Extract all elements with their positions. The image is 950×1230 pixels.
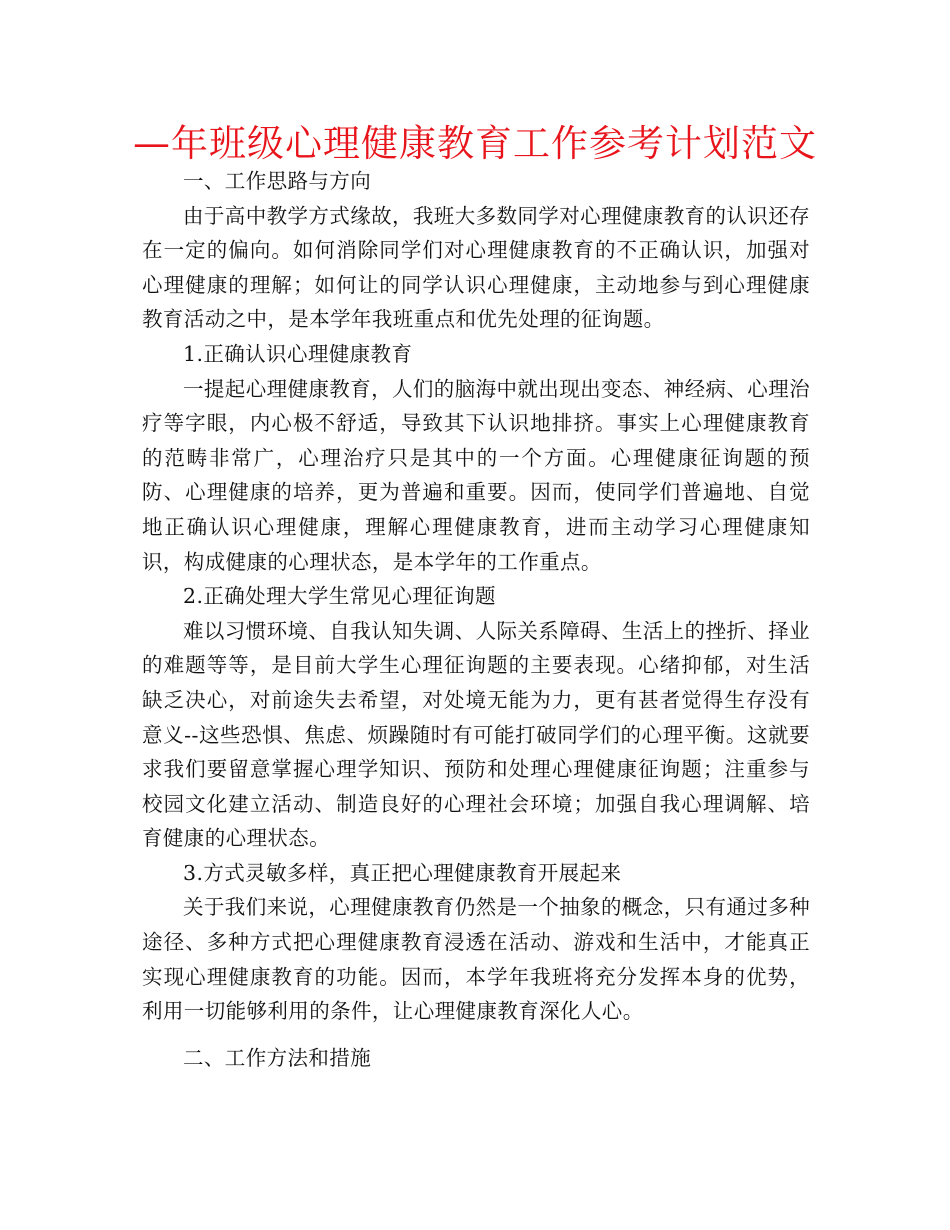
- document-body: [142, 164, 810, 1075]
- paragraph-1: 一提起心理健康教育，人们的脑海中就出现出变态、神经病、心理治疗等字眼，内心极不舒适，导致其下认识地排挤。事实上心理健康教育的范畴非常广，心理治疗只是其中的一个方面。心理健康征询题的预防、心理健康的培养，更为普遍和重要。因而，使同学们普遍地、自觉地正确认识心理健康，理解心理健康教育，进而主动学习心理健康知识，构成健康的心理状态，是本学年的工作重点。: [142, 376, 810, 574]
- paragraph-3: 关于我们来说，心理健康教育仍然是一个抽象的概念，只有通过多种途径、多种方式把心理健康教育浸透在活动、游戏和生活中，才能真正实现心理健康教育的功能。因而，本学年我班将充分发挥本身的优势，利用一切能够利用的条件，让心理健康教育深化人心。: [142, 895, 810, 1024]
- subheading-2: 2.正确处理大学生常见心理征询题: [183, 584, 496, 609]
- subheading-1: 1.正确认识心理健康教育: [183, 341, 413, 366]
- paragraph-intro: 由于高中教学方式缘故，我班大多数同学对心理健康教育的认识还存在一定的偏向。如何消除同学们对心理健康教育的不正确认识，加强对心理健康的理解；如何让的同学认识心理健康，主动地参与到心理健康教育活动之中，是本学年我班重点和优先处理的征询题。: [142, 203, 810, 332]
- paragraph-2: 难以习惯环境、自我认知失调、人际关系障碍、生活上的挫折、择业的难题等等，是目前大学生心理征询题的主要表现。心绪抑郁，对生活缺乏决心，对前途失去希望，对处境无能为力，更有甚者觉得生存没有意义--这些恐惧、焦虑、烦躁随时有可能打破同学们的心理平衡。这就要求我们要留意掌握心理学知识、预防和处理心理健康征询题；注重参与校园文化建立活动、制造良好的心理社会环境；加强自我心理调解、培育健康的心理状态。: [142, 618, 810, 851]
- document-title: —年班级心理健康教育工作参考计划范文: [133, 122, 817, 165]
- section-heading-2: 二、工作方法和措施: [183, 1045, 372, 1070]
- subheading-3: 3.方式灵敏多样，真正把心理健康教育开展起来: [183, 860, 622, 885]
- section-heading-1: 一、工作思路与方向: [183, 169, 372, 193]
